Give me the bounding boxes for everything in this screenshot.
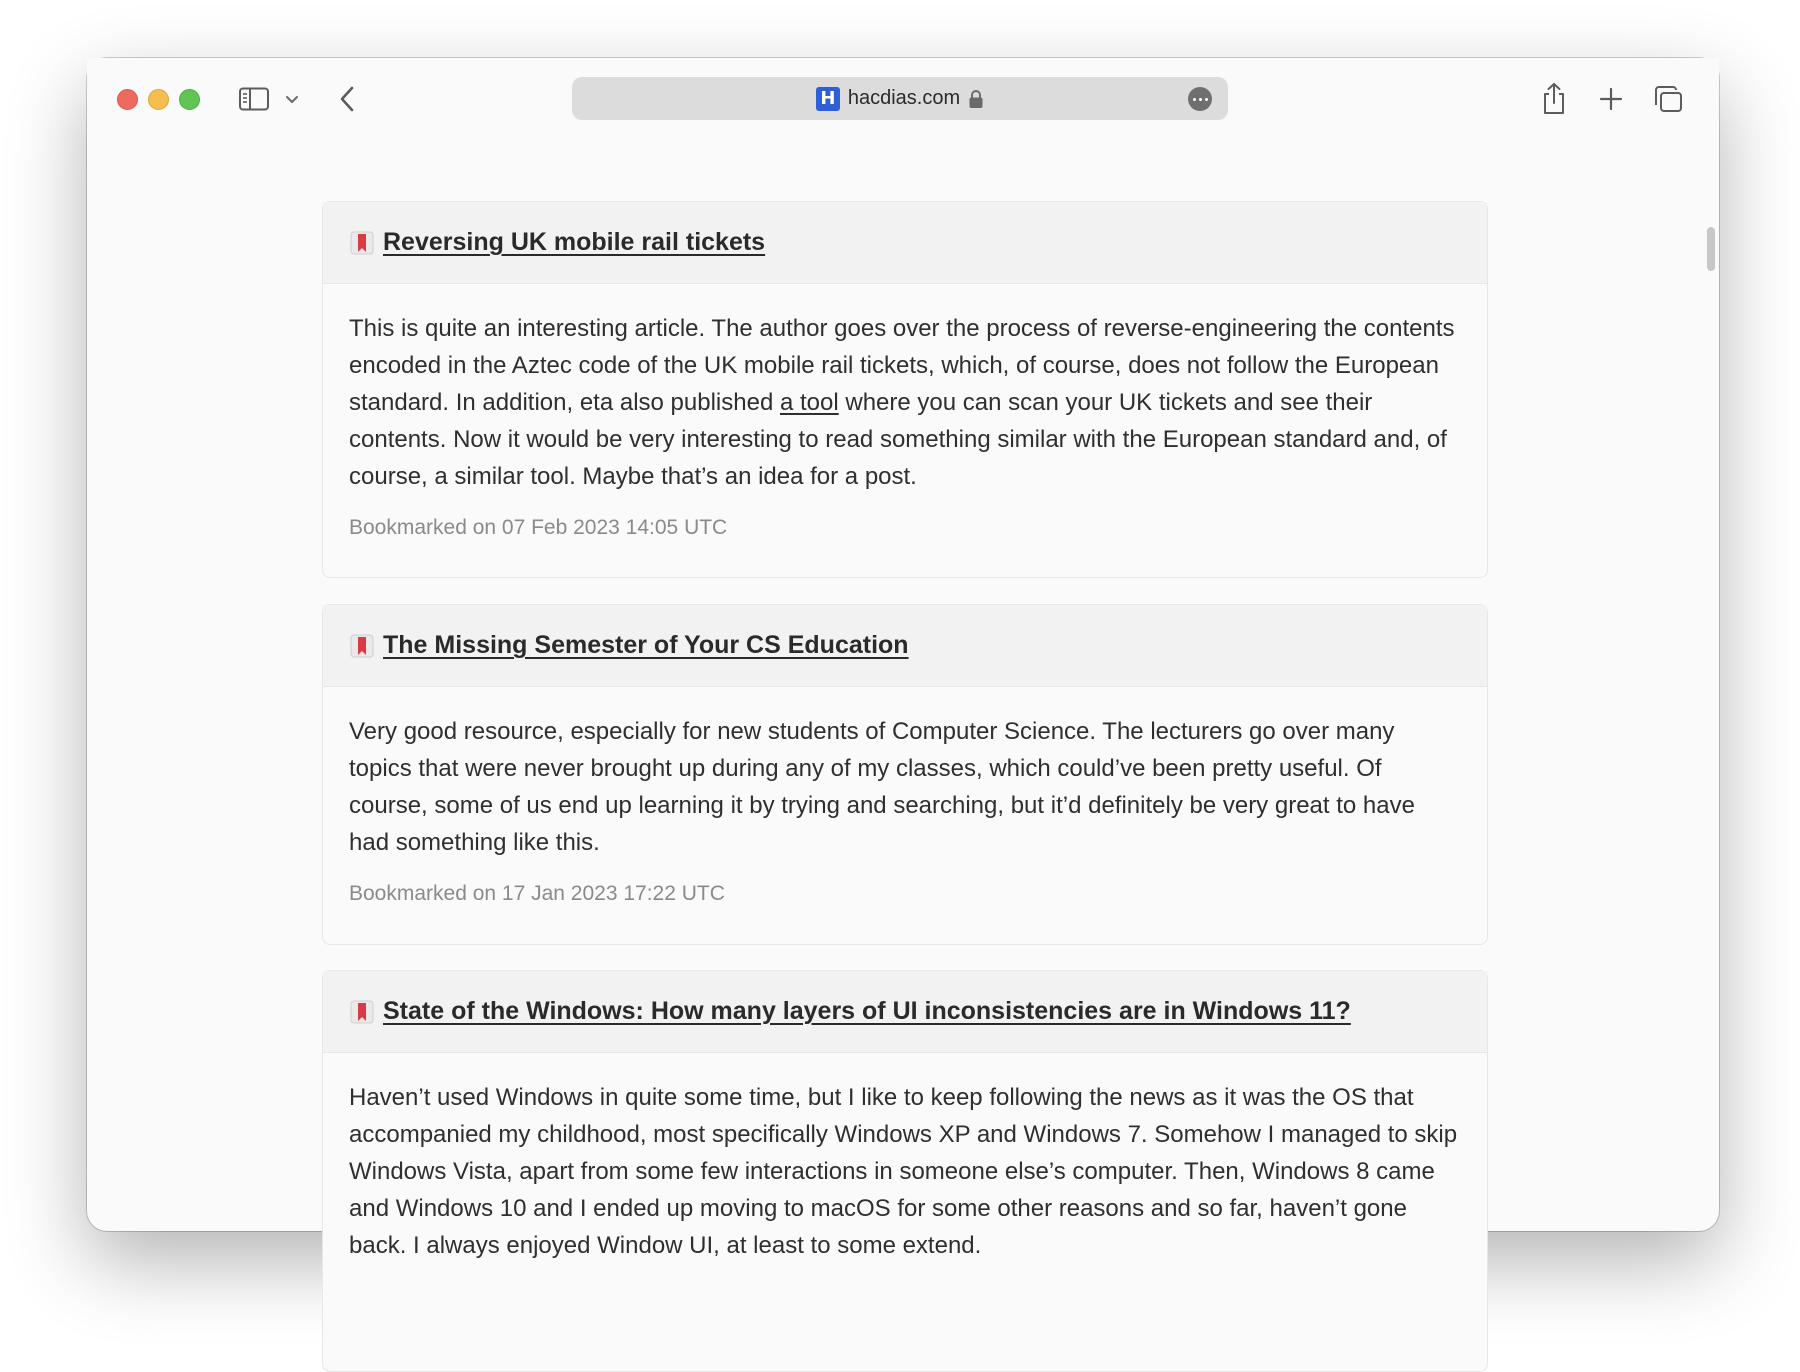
card-header: [323, 971, 1487, 1053]
back-icon[interactable]: [331, 82, 363, 116]
plus-icon[interactable]: [1594, 82, 1628, 116]
bookmark-title-link[interactable]: State of the Windows: How many layers of UI inconsistencies are in Windows 11?: [383, 997, 1351, 1025]
more-icon[interactable]: [1188, 87, 1212, 111]
page-content[interactable]: [87, 141, 1719, 1259]
card-header: [323, 202, 1487, 284]
tabs-icon[interactable]: [1650, 82, 1686, 116]
address-bar[interactable]: [572, 77, 1228, 120]
bookmark-comment: Very good resource, especially for new students of Computer Science. The lecturers go over many topics that were never brought up during any of my classes, which could’ve been pretty useful. Of course, some of us end up learning it by trying and searching, but it’d definitely be very great to have had something like this.: [349, 718, 1415, 856]
minimize-window-button[interactable]: [148, 89, 169, 110]
bookmark-title-link[interactable]: The Missing Semester of Your CS Education: [383, 631, 909, 659]
comment-text: This is quite an interesting article. The author goes over the process of reverse-engineering the contents encoded in the Aztec code of the UK mobile rail tickets, which, of course, does not follow the European standard. In addition, eta also published: [349, 315, 1455, 416]
browser-toolbar: [87, 58, 1719, 141]
site-favicon-icon: H: [816, 87, 840, 111]
close-window-button[interactable]: [117, 89, 138, 110]
browser-window: [87, 58, 1719, 1259]
sidebar-icon[interactable]: [237, 84, 271, 114]
tool-link[interactable]: a tool: [779, 389, 839, 416]
zoom-window-button[interactable]: [179, 89, 200, 110]
card-header: [323, 605, 1487, 687]
share-icon[interactable]: [1537, 80, 1571, 118]
bookmark-date: Bookmarked on 07 Feb 2023 14:05 UTC: [349, 516, 728, 539]
bookmark-comment: [349, 310, 1461, 495]
comment-text: where you can scan your UK tickets and see their contents. Now it would be very interesting to read something similar with the European standard and, of course, a similar tool. Maybe that’s an idea for a post.: [349, 389, 1447, 490]
bookmark-comment: Haven’t used Windows in quite some time, but I like to keep following the news as it was the OS that accompanied my childhood, most specifically Windows XP and Windows 7. Somehow I managed to skip Windows Vista, apart from some few interactions in someone else’s computer. Then, Windows 8 came and Windows 10 and I ended up moving to macOS for some other reasons and so far, haven’t gone back. I always enjoyed Window UI, at least to some extend.: [349, 1084, 1458, 1259]
bookmark-date: Bookmarked on 17 Jan 2023 17:22 UTC: [349, 882, 725, 905]
bookmark-title-link[interactable]: Reversing UK mobile rail tickets: [383, 228, 766, 256]
bookmark-icon: [350, 999, 374, 1025]
bookmark-card: [322, 604, 1488, 945]
scrollbar-thumb[interactable]: [1707, 227, 1715, 271]
address-domain: hacdias.com: [847, 87, 961, 109]
chevron-down-icon[interactable]: [281, 88, 303, 110]
bookmark-icon: [350, 633, 374, 659]
bookmark-card: [322, 201, 1488, 578]
bookmark-icon: [350, 230, 374, 256]
lock-icon: [968, 89, 984, 109]
bookmark-card: [322, 970, 1488, 1372]
